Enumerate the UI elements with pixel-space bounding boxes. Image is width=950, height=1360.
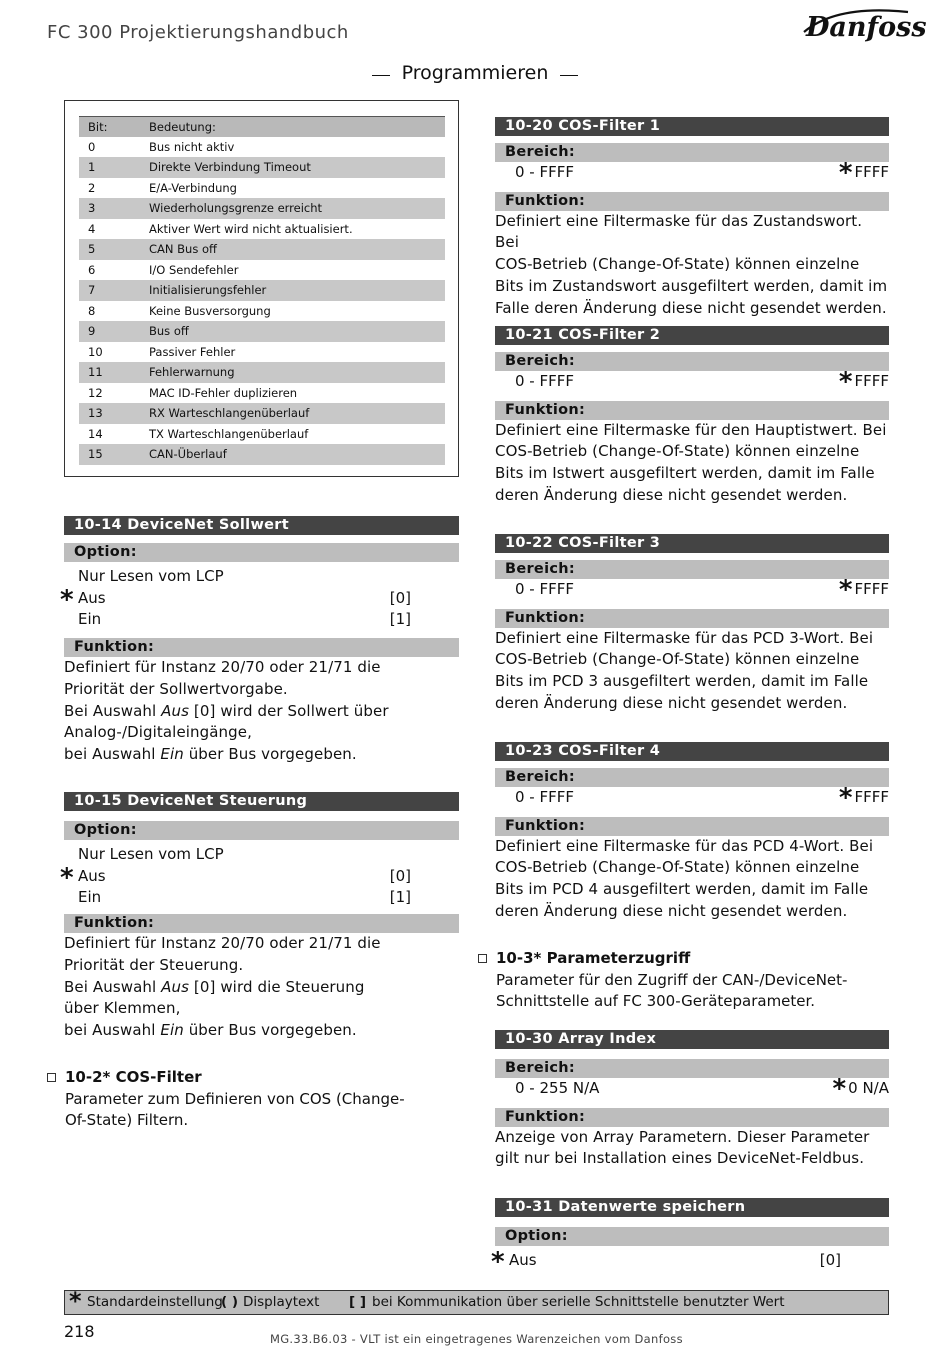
bit-table-row [79,198,445,219]
svg-text:Danfoss: Danfoss [806,12,927,43]
bit-table-row [79,260,445,281]
param-10-30 [495,1030,889,1170]
bit-number: 7 [88,283,96,298]
function-text: Definiert eine Filtermaske für das PCD 4-Wort. Bei COS-Betrieb (Change-Of-State) können einzelne Bits im PCD 4 ausgefiltert werden, damit im Falle deren Änderung diese nicht gesendet werden. [495,836,874,920]
group-10-3: 10-3* Parameterzugriff Parameter für den Zugriff der CAN-/DeviceNet- Schnittstelle auf FC 300-Geräteparameter. [496,948,890,1013]
bit-table-row [79,342,445,363]
checkbox-square-icon [478,954,487,963]
function-heading: Funktion: [495,609,889,628]
bit-number: 11 [88,365,103,380]
bit-number: 3 [88,201,96,216]
param-title: 10-30 Array Index [495,1030,889,1049]
bit-table-row [79,321,445,342]
function-text: Definiert eine Filtermaske für das Zustandswort. Bei COS-Betrieb (Change-Of-State) können einzelne Bits im Zustandswort ausgefiltert werden, damit im Falle deren Änderung diese nicht gesendet werden. [495,211,888,317]
function-heading: Funktion: [495,192,889,211]
option-heading: Option: [64,821,459,840]
option-item: * Aus [0] [491,1247,841,1277]
param-title: 10-31 Datenwerte speichern [495,1198,889,1217]
bit-table-row [79,239,445,260]
function-text: Definiert für Instanz 20/70 oder 21/71 die Priorität der Sollwertvorgabe. Bei Auswahl Aus [0] wird der Sollwert über Analog-/Digitaleingänge, bei Auswahl Ein über Bus vorgegeben. [64,658,389,763]
range-heading: Bereich: [495,1059,889,1078]
bit-table-row [79,383,445,404]
range-row: 0 - FFFF * FFFF [515,158,889,188]
bit-meaning: CAN Bus off [149,242,217,257]
param-title: 10-23 COS-Filter 4 [495,742,889,761]
param-10-23 [495,742,889,923]
footnote: MG.33.B6.03 - VLT ist ein eingetragenes Warenzeichen vom Danfoss [270,1332,683,1346]
bit-number: 8 [88,303,96,318]
bit-meaning: Wiederholungsgrenze erreicht [149,201,323,216]
bit-table-row [79,444,445,465]
range-heading: Bereich: [495,560,889,579]
option-item: Ein [1] [78,610,411,629]
bit-number: 9 [88,324,96,339]
default-star-icon: * [838,575,853,605]
option-item: Nur Lesen vom LCP [78,567,224,585]
bit-number: 15 [88,447,103,462]
default-star-icon: * [838,367,853,397]
bit-table-row [79,403,445,424]
legend-default: Standardeinstellung [87,1294,223,1310]
bit-meaning: TX Warteschlangenüberlauf [149,426,309,441]
legend-bracket-symbol: [ ] [349,1294,367,1310]
bit-meaning: Fehlerwarnung [149,365,235,380]
bit-meaning: Bus off [149,324,189,339]
bit-table-row [79,178,445,199]
option-item: * Aus [0] [60,584,411,615]
default-star-icon: * [491,1247,505,1277]
bit-number: 4 [88,221,96,236]
bit-table-header [79,116,445,137]
default-star-icon: * [838,158,853,188]
document-title: FC 300 Projektierungshandbuch [47,22,349,43]
function-text: Definiert eine Filtermaske für das PCD 3-Wort. Bei COS-Betrieb (Change-Of-State) können einzelne Bits im PCD 3 ausgefiltert werden, damit im Falle deren Änderung diese nicht gesendet werden. [495,628,874,712]
default-star-icon: * [60,584,74,615]
bit-number: 14 [88,426,103,441]
bit-meaning: Bus nicht aktiv [149,139,235,154]
group-title: 10-3* Parameterzugriff [496,949,691,967]
range-heading: Bereich: [495,768,889,787]
bit-number: 13 [88,406,103,421]
range-row: 0 - FFFF * FFFF [515,783,889,813]
bit-table-row [79,280,445,301]
option-item: Ein [1] [78,888,411,907]
legend-comm: bei Kommunikation über serielle Schnittstelle benutzter Wert [372,1294,785,1310]
bit-meaning: CAN-Überlauf [149,447,227,462]
bit-table-row [79,362,445,383]
range-heading: Bereich: [495,143,889,162]
section-heading [0,62,950,84]
range-heading: Bereich: [495,352,889,371]
section-label: Programmieren [401,62,549,84]
function-text: Definiert für Instanz 20/70 oder 21/71 die Priorität der Steuerung. Bei Auswahl Aus [0] wird die Steuerung über Klemmen, bei Auswahl Ein über Bus vorgegeben. [64,934,381,1039]
default-star-icon: * [838,783,853,813]
default-star-icon: * [832,1074,847,1104]
bit-table-row [79,424,445,445]
column-header-meaning: Bedeutung: [149,119,216,134]
param-title: 10-22 COS-Filter 3 [495,534,889,553]
bit-meaning: Keine Busversorgung [149,303,271,318]
option-heading: Option: [64,543,459,562]
function-heading: Funktion: [64,914,459,933]
bit-number: 1 [88,160,96,175]
page-number: 218 [64,1322,95,1341]
default-star-icon: * [60,862,74,893]
range-row: 0 - FFFF * FFFF [515,367,889,397]
param-10-14 [60,516,459,766]
param-title: 10-14 DeviceNet Sollwert [64,516,459,535]
function-heading: Funktion: [64,638,459,657]
bit-number: 0 [88,139,96,154]
param-10-20 [495,117,889,319]
option-heading: Option: [495,1227,889,1246]
param-title: 10-21 COS-Filter 2 [495,326,889,345]
function-heading: Funktion: [495,817,889,836]
column-header-bit: Bit: [88,119,108,134]
bit-meaning: RX Warteschlangenüberlauf [149,406,310,421]
param-10-15 [60,792,459,1042]
bit-meaning: Direkte Verbindung Timeout [149,160,311,175]
legend-paren-symbol: ( ) [221,1294,239,1310]
bit-meaning: E/A-Verbindung [149,180,237,195]
danfoss-logo [800,2,927,44]
legend-bar [64,1287,889,1315]
bit-meaning: Passiver Fehler [149,344,236,359]
range-row: 0 - FFFF * FFFF [515,575,889,605]
bit-meaning: MAC ID-Fehler duplizieren [149,385,298,400]
function-text: Definiert eine Filtermaske für den Hauptistwert. Bei COS-Betrieb (Change-Of-State) können einzelne Bits im Istwert ausgefiltert werden, damit im Falle deren Änderung diese nicht gesendet werden. [495,420,887,504]
bit-table-row [79,301,445,322]
bit-table [64,100,459,477]
option-item: * Aus [0] [60,862,411,893]
bit-table-row [79,157,445,178]
param-title: 10-15 DeviceNet Steuerung [64,792,459,811]
bit-number: 12 [88,385,103,400]
option-item: Nur Lesen vom LCP [78,845,224,863]
bit-meaning: Aktiver Wert wird nicht aktualisiert. [149,221,353,236]
range-row: 0 - 255 N/A * 0 N/A [515,1074,889,1104]
group-title: 10-2* COS-Filter [65,1068,202,1086]
legend-display: Displaytext [243,1294,320,1310]
bit-number: 2 [88,180,96,195]
bit-table-row [79,219,445,240]
bit-table-row [79,137,445,158]
checkbox-square-icon [47,1073,56,1082]
bit-meaning: I/O Sendefehler [149,262,239,277]
function-heading: Funktion: [495,1108,889,1127]
bit-number: 10 [88,344,103,359]
function-text: Anzeige von Array Parametern. Dieser Parameter gilt nur bei Installation eines DeviceNet-Feldbus. [495,1127,870,1168]
param-10-31 [491,1198,889,1277]
param-title: 10-20 COS-Filter 1 [495,117,889,136]
default-star-icon: * [69,1287,82,1315]
function-heading: Funktion: [495,401,889,420]
bit-number: 6 [88,262,96,277]
bit-meaning: Initialisierungsfehler [149,283,267,298]
group-10-2: 10-2* COS-Filter Parameter zum Definieren von COS (Change- Of-State) Filtern. [65,1067,460,1132]
bit-number: 5 [88,242,96,257]
param-10-21 [495,326,889,507]
param-10-22 [495,534,889,715]
